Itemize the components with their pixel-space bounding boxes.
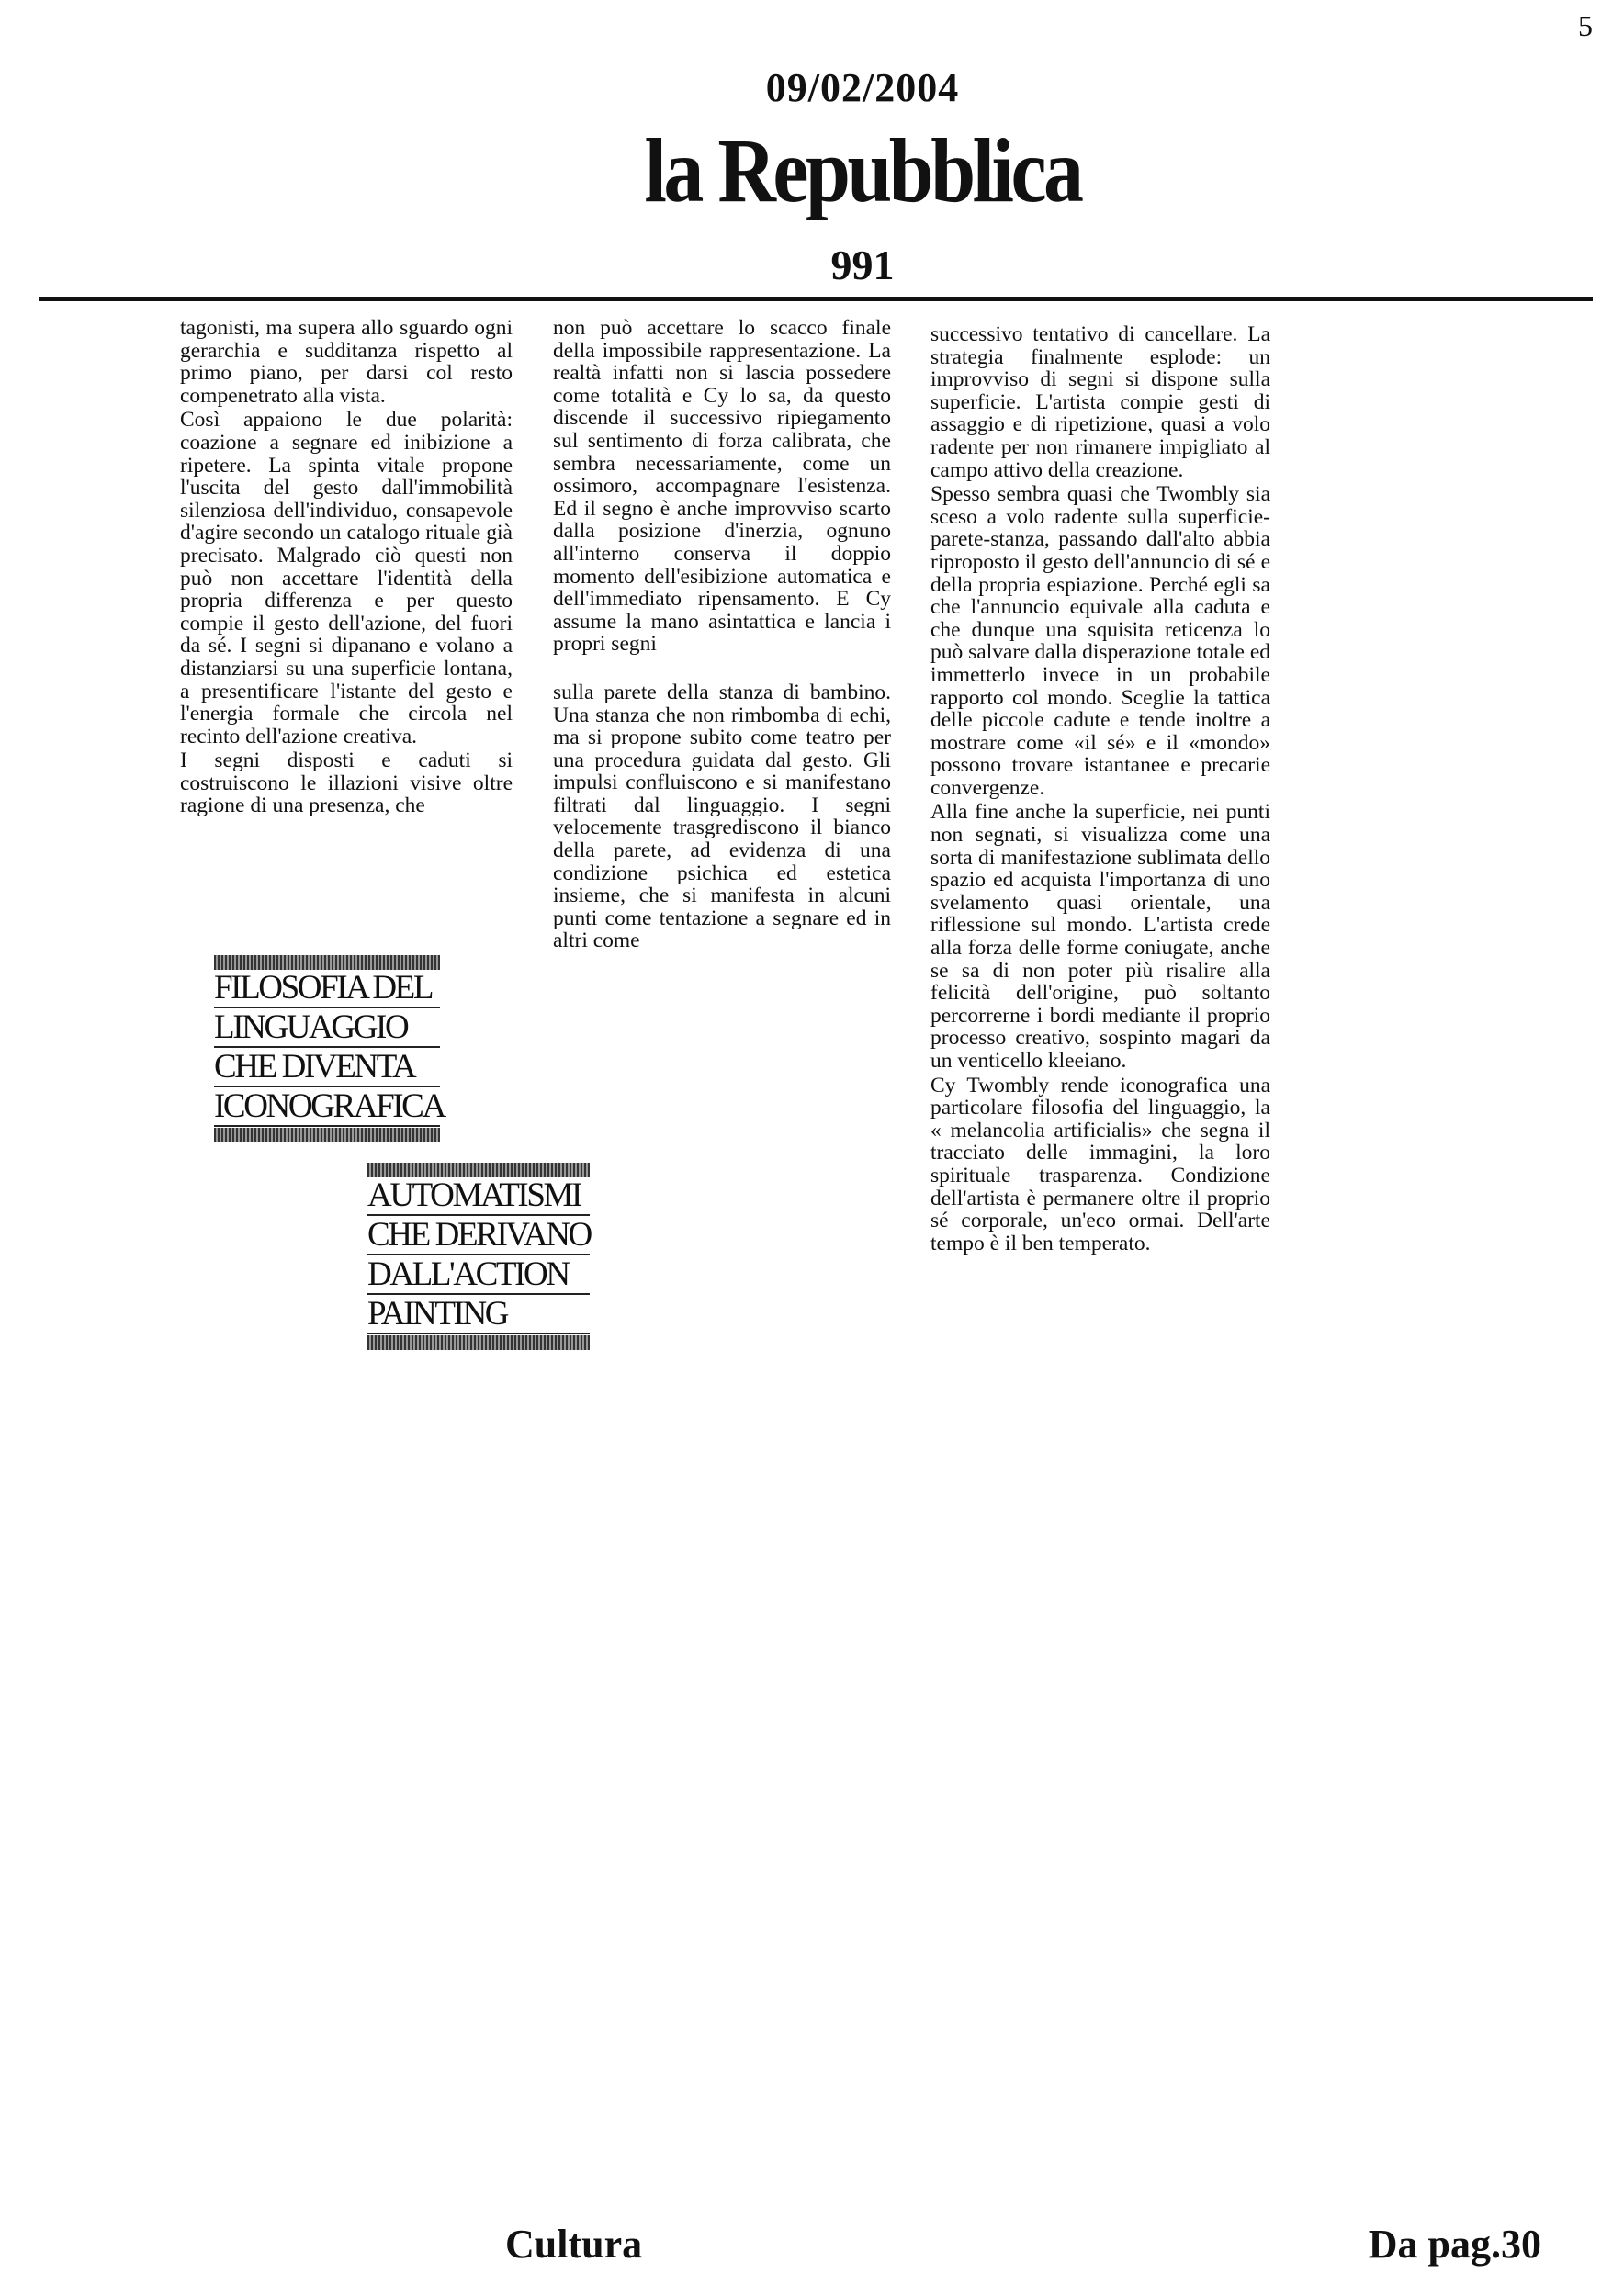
article-column-3	[930, 323, 1270, 1256]
paragraph: Spesso sembra quasi che Twombly sia sceso a volo radente sulla superficie-parete-stanza, passando dall'alto abbia riproposto il gesto dell'annuncio di sé e della propria espiazione. Perché egli sa che l'annuncio equivale alla caduta e che dunque una squisita reticenza lo può salvare dalla disperazione totale ed immetterlo invece in un probabile rapporto col mondo. Sceglie la tattica delle piccole cadute e tende inoltre a mostrare come «il sé» e il «mondo» possono trovare istantanee e precarie convergenze.	[930, 482, 1270, 800]
article-column-1	[180, 317, 513, 819]
newspaper-masthead: la Repubblica	[644, 119, 1081, 221]
subhead-line: PAINTING	[367, 1296, 590, 1334]
subhead-box-2	[367, 1163, 590, 1350]
subhead-line: CHE DIVENTA	[214, 1049, 440, 1087]
paragraph: tagonisti, ma supera allo sguardo ogni gerarchia e sudditanza rispetto al primo piano, per darsi col resto compenetrato alla vista.	[180, 316, 513, 408]
subhead-line: CHE DERIVANO	[367, 1216, 591, 1254]
publication-date: 09/02/2004	[765, 65, 960, 110]
section-label: Cultura	[505, 2222, 643, 2267]
subhead-line: AUTOMATISMI	[367, 1177, 590, 1216]
source-page-label: Da pag.30	[1368, 2222, 1541, 2267]
paragraph: non può accettare lo scacco finale della impossibile rappresentazione. La realtà infatti non si lascia possedere come totalità e Cy lo sa, da questo discende il successivo ripiegamento sul sentimento di forza calibrata, che sembra necessariamente, come un ossimoro, accompagnare l'esistenza. Ed il segno è anche improvviso scarto dalla posizione d'inerzia, ognuno all'interno conserva il doppio momento dell'esibizione automatica e dell'immediato ripensamento. E Cy assume la mano asintattica e lancia i propri segni	[553, 316, 891, 657]
halftone-band	[367, 1163, 590, 1177]
halftone-band	[214, 1128, 440, 1142]
article-code: 991	[830, 242, 895, 288]
subhead-line: ICONOGRAFICA	[214, 1087, 445, 1125]
article-column-2	[553, 317, 891, 954]
paragraph: Così appaiono le due polarità: coazione a segnare ed inibizione a ripetere. La spinta vitale propone l'uscita del gesto dall'immobilità silenziosa dell'individuo, consapevole d'agire secondo un catalogo rituale già precisato. Malgrado ciò questi non può non accettare l'identità della propria differenza e per questo compie il gesto dell'azione, del fuori da sé. I segni si dipanano e volano a distanziarsi su una superficie lontana, a presentificare l'istante del gesto e l'energia formale che circola nel recinto dell'azione creativa.	[180, 408, 513, 748]
subhead-line: DALL'ACTION	[367, 1256, 590, 1295]
paragraph: successivo tentativo di cancellare. La strategia finalmente esplode: un improvviso di segni si dispone sulla superficie. L'artista compie gesti di assaggio e di ripetizione, quasi a volo radente per non rimanere impigliato al campo attivo della creazione.	[930, 322, 1270, 482]
subhead-box-1	[214, 955, 445, 1142]
paragraph: sulla parete della stanza di bambino. Una stanza che non rimbomba di echi, ma si propone subito come teatro per una procedura guidata dal gesto. Gli impulsi confluiscono e si manifestano filtrati dal linguaggio. I segni velocemente trasgrediscono il bianco della parete, ad evidenza di una condizione psichica ed estetica insieme, che si manifesta in alcuni punti come tentazione a segnare ed in altri come	[553, 680, 891, 953]
paragraph: I segni disposti e caduti si costruiscono le illazioni visive oltre ragione di una presenza, che	[180, 748, 513, 818]
halftone-band	[214, 955, 440, 970]
subhead-line: LINGUAGGIO	[214, 1009, 440, 1048]
paragraph: Alla fine anche la superficie, nei punti non segnati, si visualizza come una sorta di manifestazione sublimata dello spazio ed acquista l'importanza di uno svelamento quasi orientale, una riflessione sul mondo. L'artista crede alla forza delle forme coniugate, anche se sa di non poter più risalire alla felicità dell'origine, può soltanto percorrerne i bordi mediante il proprio processo creativo, sospinto magari da un venticello kleeiano.	[930, 800, 1270, 1073]
page-number: 5	[1578, 9, 1593, 42]
subhead-line: FILOSOFIA DEL	[214, 970, 440, 1008]
paragraph: Cy Twombly rende iconografica una particolare filosofia del linguaggio, la « melancolia artificialis» che segna il tracciato delle immagini, la loro spirituale trasparenza. Condizione dell'artista è permanere oltre il proprio sé corporale, un'eco ormai. Dell'arte tempo è il ben temperato.	[930, 1073, 1270, 1255]
header-rule	[39, 297, 1593, 301]
halftone-band	[367, 1335, 590, 1350]
